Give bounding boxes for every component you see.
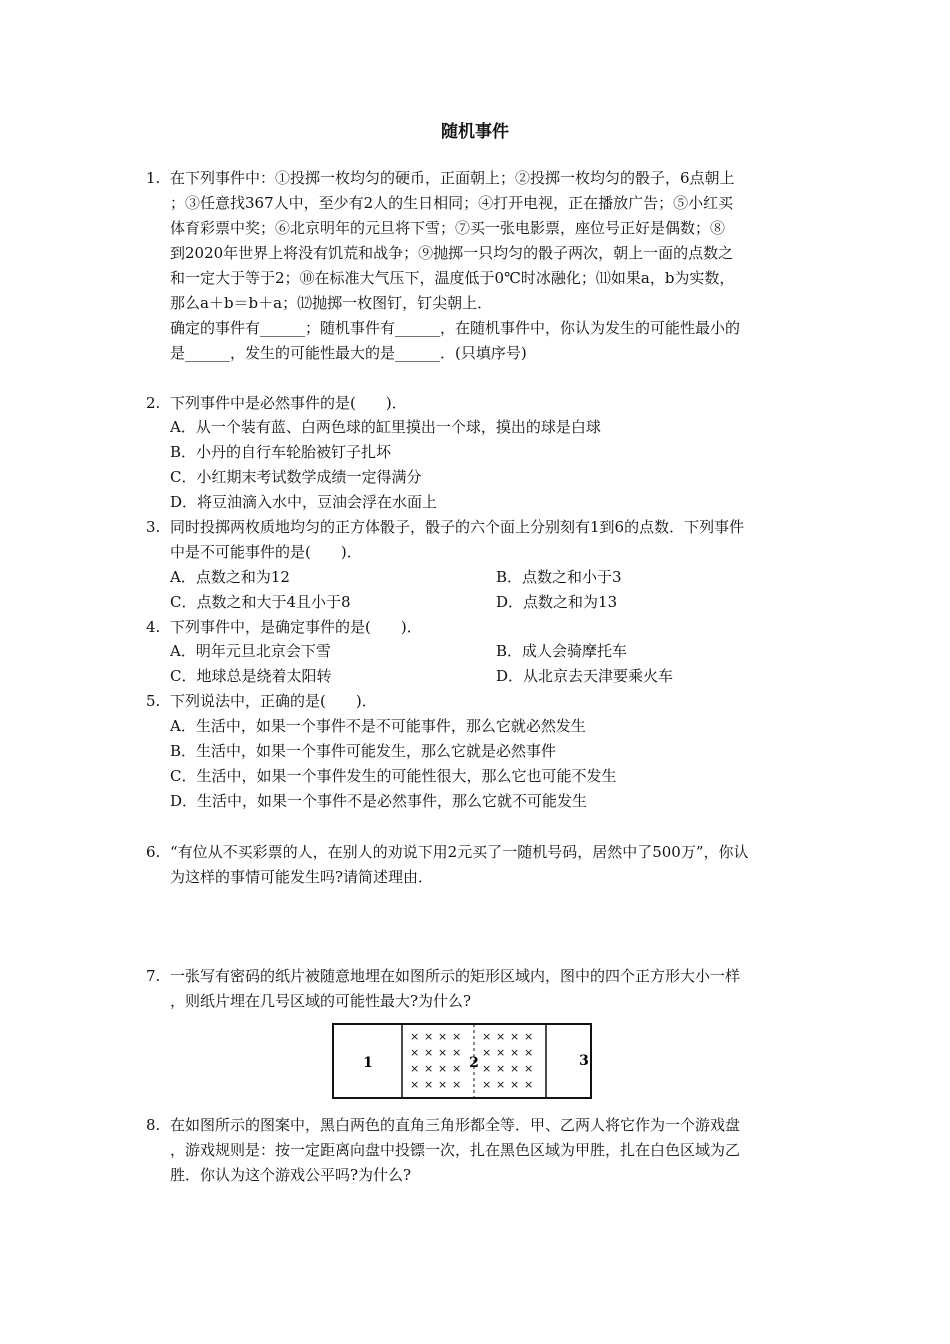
question-stem: 同时投掷两枚质地均匀的正方体骰子，骰子的六个面上分别刻有1到6的点数．下列事件 [170,518,745,536]
cross-mark: × [482,1046,492,1059]
question-number: 8. [146,1116,161,1134]
question-number: 2. [146,394,161,412]
cross-mark: × [510,1078,520,1091]
question-stem: 中是不可能事件的是( )． [170,543,362,561]
option-d: D．从北京去天津要乘火车 [496,667,674,685]
question-text-line: 一张写有密码的纸片被随意地埋在如图所示的矩形区域内，图中的四个正方形大小一样 [170,967,741,985]
question-text-line: 确定的事件有______；随机事件有______，在随机事件中，你认为发生的可能性最小的 [170,319,741,337]
option-c: C．地球总是绕着太阳转 [170,667,332,685]
question-text-line: “有位从不买彩票的人，在别人的劝说下用2元买了一随机号码，居然中了500万”，你认 [170,843,749,861]
question-text-line: 为这样的事情可能发生吗?请简述理由． [170,868,434,886]
option-b: B．生活中，如果一个事件可能发生，那么它就是必然事件 [170,742,557,760]
question-text-line: 在如图所示的图案中，黑白两色的直角三角形都全等．甲、乙两人将它作为一个游戏盘 [170,1116,741,1134]
question-text-line: 胜．你认为这个游戏公平吗?为什么? [170,1166,412,1184]
question-text-line: 那么a＋b＝b＋a；⑿抛掷一枚图钉，钉尖朝上． [170,294,493,312]
cross-mark: × [410,1046,420,1059]
question-stem: 下列说法中，正确的是( )． [170,692,377,710]
question-number: 7. [146,967,161,985]
option-c: C．小红期末考试数学成绩一定得满分 [170,468,422,486]
cross-mark: × [452,1046,462,1059]
question-text-line: 体育彩票中奖；⑥北京明年的元旦将下雪；⑦买一张电影票，座位号正好是偶数；⑧ [170,219,726,237]
question-number: 6. [146,843,161,861]
cross-mark: × [424,1078,434,1091]
cross-mark: × [452,1030,462,1043]
option-c: C．点数之和大于4且小于8 [170,593,351,611]
cross-mark: × [496,1078,506,1091]
cross-mark: × [482,1078,492,1091]
cross-mark: × [524,1062,534,1075]
cross-mark: × [438,1062,448,1075]
cross-mark: × [496,1030,506,1043]
option-c: C．生活中，如果一个事件发生的可能性很大，那么它也可能不发生 [170,767,617,785]
cross-mark: × [482,1062,492,1075]
cross-mark: × [438,1078,448,1091]
cross-mark: × [524,1078,534,1091]
option-b: B．小丹的自行车轮胎被钉子扎坏 [170,443,392,461]
question-text-line: ，游戏规则是：按一定距离向盘中投镖一次，扎在黑色区域为甲胜，扎在白色区域为乙 [170,1141,741,1159]
cross-mark: × [452,1062,462,1075]
cross-mark: × [424,1046,434,1059]
option-d: D．将豆油滴入水中，豆油会浮在水面上 [170,493,438,511]
region-label-2: 2 [469,1055,479,1071]
option-d: D．生活中，如果一个事件不是必然事件，那么它就不可能发生 [170,792,588,810]
cross-mark: × [452,1078,462,1091]
region-label-1: 1 [363,1055,373,1071]
question-number: 1. [146,169,161,187]
cross-mark: × [424,1030,434,1043]
cross-mark: × [410,1030,420,1043]
option-a: A．点数之和为12 [170,568,290,586]
cross-mark: × [410,1078,420,1091]
question-number: 3. [146,518,161,536]
question-text-line: 在下列事件中：①投掷一枚均匀的硬币，正面朝上；②投掷一枚均匀的骰子，6点朝上 [170,169,735,187]
question-text-line: ；③任意找367人中，至少有2人的生日相同；④打开电视，正在播放广告；⑤小红买 [170,194,734,212]
cross-mark: × [510,1062,520,1075]
question-text-line: 到2020年世界上将没有饥荒和战争；⑨抛掷一只均匀的骰子两次，朝上一面的点数之 [170,244,734,262]
question-stem: 下列事件中，是确定事件的是( )． [170,618,422,636]
cross-mark: × [510,1030,520,1043]
option-b: B．成人会骑摩托车 [496,642,628,660]
question-stem: 下列事件中是必然事件的是( )． [170,394,407,412]
question-number: 4. [146,618,161,636]
question-text-line: ，则纸片埋在几号区域的可能性最大?为什么? [170,992,472,1010]
cross-mark: × [438,1030,448,1043]
cross-mark: × [496,1062,506,1075]
cross-mark: × [524,1046,534,1059]
option-a: A．从一个装有蓝、白两色球的缸里摸出一个球，摸出的球是白球 [170,418,601,436]
cross-mark: × [410,1062,420,1075]
question-text-line: 和一定大于等于2；⑩在标准大气压下，温度低于0℃时冰融化；⑾如果a，b为实数， [170,269,735,287]
cross-mark: × [510,1046,520,1059]
cross-mark: × [424,1062,434,1075]
cross-mark: × [482,1030,492,1043]
region-label-3: 3 [579,1053,589,1069]
option-a: A．生活中，如果一个事件不是不可能事件，那么它就必然发生 [170,717,586,735]
cross-mark: × [524,1030,534,1043]
option-a: A．明年元旦北京会下雪 [170,642,331,660]
option-b: B．点数之和小于3 [496,568,622,586]
cross-mark: × [438,1046,448,1059]
option-d: D．点数之和为13 [496,593,618,611]
rectangle-region-figure [332,1023,592,1099]
question-number: 5. [146,692,161,710]
page-title: 随机事件 [441,122,509,142]
question-text-line: 是______，发生的可能性最大的是______．(只填序号) [170,344,527,362]
cross-mark: × [496,1046,506,1059]
